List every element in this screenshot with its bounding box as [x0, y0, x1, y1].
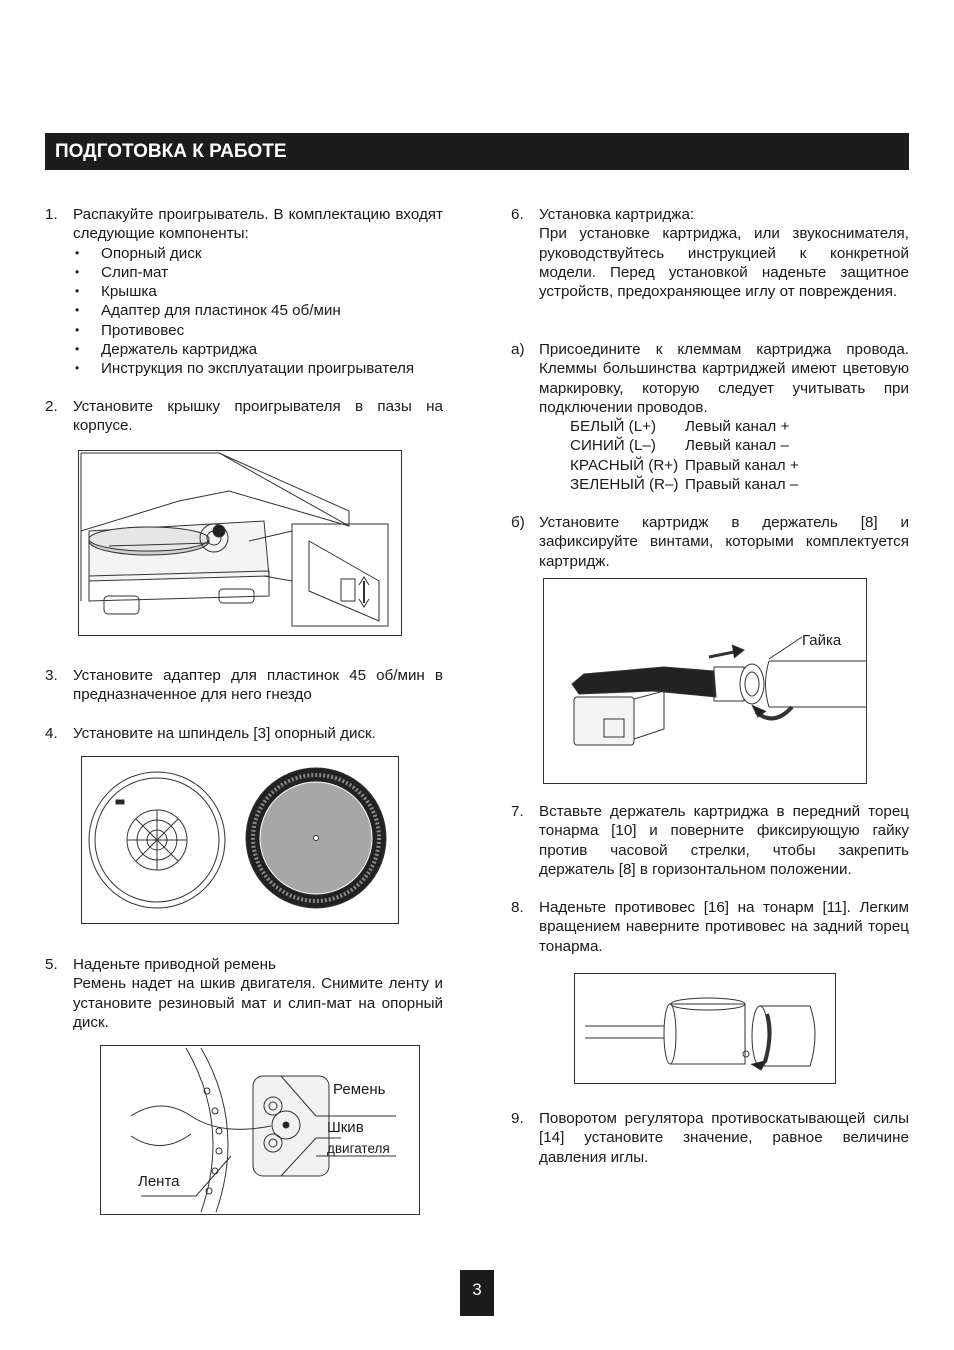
list-item: • Адаптер для пластинок 45 об/мин [73, 301, 443, 320]
list-item: • Опорный диск [73, 244, 443, 263]
step-title: Наденьте приводной ремень [73, 956, 276, 973]
step-text: Распакуйте проигрыватель. В комплектацию входят следующие компоненты: [73, 206, 443, 243]
list-item: • Противовес [73, 321, 443, 340]
step-text: Ремень надет на шкив двигателя. Снимите ленту и установите резиновый мат и слип-мат на опорный диск. [73, 975, 443, 1031]
cartridge-illustration [544, 579, 866, 783]
wire-code: ЗЕЛЕНЫЙ (R–) [570, 476, 679, 494]
nut-label: Гайка [802, 632, 842, 649]
wire-desc: Левый канал + [685, 418, 790, 436]
step-number: б) [511, 514, 525, 531]
page-number-text: 3 [472, 1280, 482, 1299]
step-6 [511, 205, 909, 301]
figure-platter [81, 756, 399, 924]
wire-desc: Правый канал – [685, 476, 799, 494]
wire-code: БЕЛЫЙ (L+) [570, 418, 657, 436]
step-number: 8. [511, 899, 524, 916]
wire-row [570, 456, 909, 475]
step-number: 1. [45, 206, 58, 223]
step-4 [45, 724, 443, 743]
platter-illustration [82, 757, 398, 923]
step-7 [511, 802, 909, 879]
step-3 [45, 666, 443, 705]
step-text: Вставьте держатель картриджа в передний торец тонарма [10] и поверните фиксирующую гайку против часовой стрелки, чтобы закрепить держатель [8] в горизонтальном положении. [539, 803, 909, 878]
page-number [460, 1270, 494, 1316]
list-item: • Инструкция по эксплуатации проигрывателя [73, 359, 443, 378]
step-8 [511, 898, 909, 956]
figure-belt [100, 1045, 420, 1215]
step-number: 3. [45, 667, 58, 684]
list-item: • Крышка [73, 282, 443, 301]
step-number: 4. [45, 725, 58, 742]
step-9 [511, 1109, 909, 1167]
step-text: Установите на шпиндель [3] опорный диск. [73, 725, 376, 742]
turntable-cover-illustration [79, 451, 401, 635]
wire-desc: Правый канал + [685, 456, 799, 474]
step-text: Установите крышку проигрывателя в пазы на корпусе. [73, 398, 443, 435]
motor-label: двигателя [327, 1141, 390, 1156]
wire-row [570, 475, 909, 494]
step-1 [45, 205, 443, 379]
step-text: Присоедините к клеммам картриджа провода. Клеммы большинства картриджей имеют цветовую маркировку, которую следует учитывать при подключении проводов. [539, 341, 909, 416]
step-text: При установке картриджа, или звукоснимателя, руководствуйтесь инструкцией к конкретной модели. Перед установкой наденьте защитное устройств, предохраняющее иглу от повреждения. [539, 225, 909, 301]
figure-cover-install [78, 450, 402, 636]
wire-row [570, 417, 909, 436]
step-number: а) [511, 341, 525, 358]
belt-label: Ремень [333, 1081, 386, 1098]
step-text: Наденьте противовес [16] на тонарм [11]. Легким вращением наверните противовес на задний торец тонарма. [539, 899, 909, 955]
wire-color-table [570, 417, 909, 494]
step-number: 2. [45, 398, 58, 415]
pulley-label: Шкив [327, 1119, 364, 1136]
step-title: Установка картриджа: [539, 206, 695, 223]
tape-label: Лента [138, 1173, 180, 1190]
components-list [73, 244, 443, 379]
step-b [511, 513, 909, 571]
step-5 [45, 955, 443, 1032]
list-item: • Держатель картриджа [73, 340, 443, 359]
wire-row [570, 436, 909, 455]
step-number: 7. [511, 803, 524, 820]
section-header [45, 133, 909, 170]
step-number: 6. [511, 206, 524, 223]
wire-code: СИНИЙ (L–) [570, 437, 656, 455]
section-title: ПОДГОТОВКА К РАБОТЕ [55, 141, 287, 162]
counterweight-illustration [575, 974, 835, 1083]
step-text: Поворотом регулятора противоскатывающей силы [14] установите значение, равное величине давления иглы. [539, 1110, 909, 1166]
list-item: • Слип-мат [73, 263, 443, 282]
step-text: Установите картридж в держатель [8] и зафиксируйте винтами, которыми комплектуется картридж. [539, 514, 909, 570]
step-number: 9. [511, 1110, 524, 1127]
figure-counterweight [574, 973, 836, 1084]
wire-desc: Левый канал – [685, 437, 789, 455]
step-text: Установите адаптер для пластинок 45 об/мин в предназначенное для него гнездо [73, 667, 443, 704]
step-2 [45, 397, 443, 436]
step-a [511, 340, 909, 494]
figure-cartridge [543, 578, 867, 784]
step-number: 5. [45, 956, 58, 973]
wire-code: КРАСНЫЙ (R+) [570, 456, 679, 474]
